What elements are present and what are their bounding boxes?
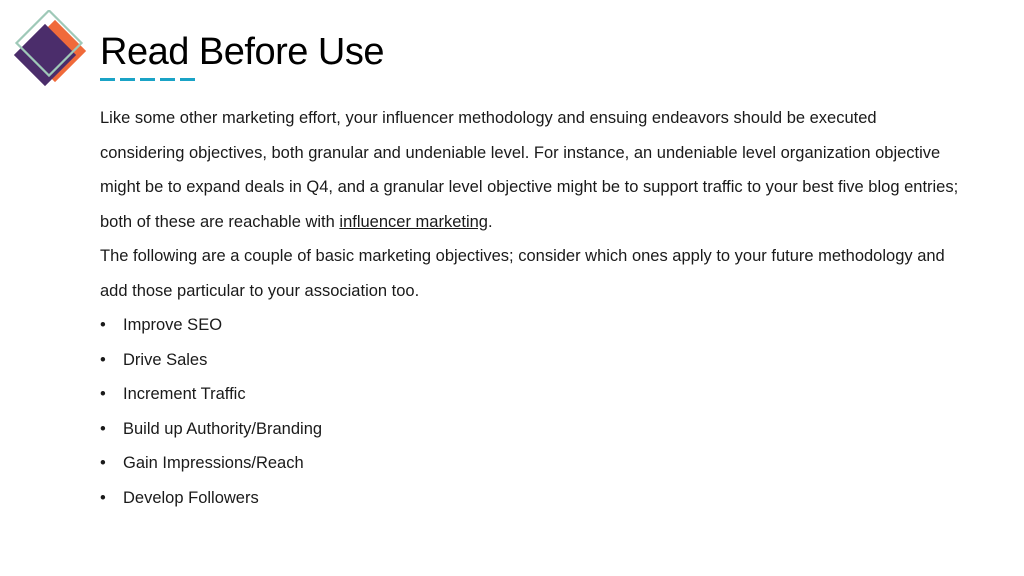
slide-title: Read Before Use (100, 31, 384, 73)
list-item-text: Increment Traffic (123, 385, 246, 403)
slide-body (100, 101, 960, 515)
bullet-icon: • (100, 419, 106, 438)
bullet-icon: • (100, 454, 106, 472)
intro-text: Like some other marketing effort, your influencer methodology and ensuing endeavors should be executed considering objectives, both granular and undeniable level. For instance, an undeniable level organization objective might be to expand deals in Q4, and a granular level objective might be to support traffic to your best five blog entries; both of these are reachable with (100, 109, 959, 231)
bullet-icon: • (100, 385, 106, 403)
intro-text-end: . (487, 212, 493, 231)
influencer-marketing-link[interactable]: influencer marketing (339, 212, 488, 231)
list-item (100, 343, 960, 378)
list-item (100, 377, 960, 412)
list-item-text: Build up Authority/Branding (123, 419, 323, 438)
list-item (100, 412, 960, 447)
bullet-icon: • (100, 316, 106, 334)
list-item (100, 446, 960, 481)
list-item (100, 308, 960, 343)
list-item-text: Gain Impressions/Reach (123, 454, 304, 472)
intro-paragraph (100, 101, 960, 239)
objectives-paragraph: The following are a couple of basic marketing objectives; consider which ones apply to your future methodology and add those particular to your association too. (100, 247, 945, 300)
bullet-icon: • (100, 488, 106, 507)
list-item (100, 481, 960, 516)
diamond-logo-icon (8, 10, 92, 94)
list-item-text: Develop Followers (123, 488, 259, 507)
list-item-text: Drive Sales (123, 350, 208, 369)
bullet-icon: • (100, 350, 106, 369)
list-item-text: Improve SEO (123, 316, 223, 334)
title-underline (100, 78, 195, 81)
objectives-list (100, 308, 960, 515)
